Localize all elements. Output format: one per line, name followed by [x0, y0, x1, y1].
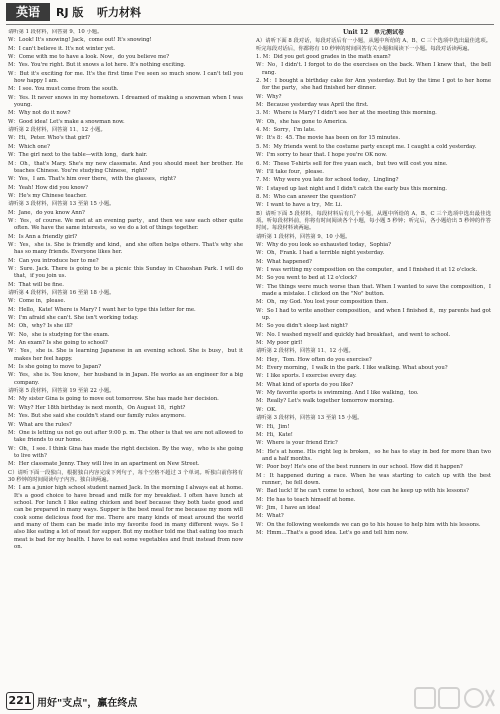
- right-column: [256, 29, 491, 681]
- right-column-line: A）请听下面 8 段对话，每段对话后有一小题，从题中所给的 A、B、C 三个选项中选出最佳选项。听完每段对话后，你都将有 10 秒钟的时间回答有关小题和阅读下一小题。每段对话读两遍。: [256, 38, 491, 52]
- left-column-line: W：Oh，I see. I think Gina has made the right decision. By the way，who is she going to live with?: [8, 445, 243, 459]
- right-column-line: M：Because yesterday was April the first.: [256, 102, 369, 109]
- watermark-logo-icon: [414, 686, 496, 712]
- right-column-line: 7. M：Why were you late for school today，Lingling?: [256, 177, 399, 184]
- right-column-line: B）请听下面 5 段材料，每段材料后有几个小题，从题中所给的 A、B、C 三个选项中选出最佳选项。听每段材料前，你将有时间阅读各个小题，每小题 5 秒钟；听完后，各小题给出 5 秒钟的作答时间。每段材料读两遍。: [256, 210, 491, 232]
- left-column-line: W：Yes，I am. That's him over there，with the glasses，right?: [8, 176, 176, 183]
- left-column-line: M：Oh，why? Is she ill?: [8, 323, 73, 330]
- left-column-line: W：Hi，Peter. Who's that girl?: [8, 135, 90, 142]
- left-column-line: M：Hello，Kate! Where is Mary? I want her to type this letter for me.: [8, 306, 196, 313]
- left-column-line: W：But it's exciting for me. It's the first time I've seen so much snow. I can't tell you how happy I am.: [8, 70, 243, 85]
- left-column-line: 请听第 5 段材料，回答第 19 至第 22 小题。: [8, 388, 115, 395]
- left-column-line: M：Is Ann a friendly girl?: [8, 233, 78, 240]
- left-column-line: W：Yes，she is. She is learning Japanese in an evening school. She is busy，but it makes her feel happy.: [8, 348, 243, 362]
- left-column-line: W：Yes，she is. She is friendly and kind，and she often helps others. That's why she has so many friends. Everyone likes her.: [8, 241, 243, 256]
- right-column-line: 3. M：Where is Mary? I didn't see her at the meeting this morning.: [256, 110, 437, 117]
- right-column-line: W：So I had to write another composition，and when I finished it，my parents had got up.: [256, 307, 491, 322]
- left-column-line: M：Can you introduce her to me?: [8, 257, 99, 264]
- left-column-line: M：One is letting us not go out after 9:00 p. m. The other is that we are not allowed to take friends to our home.: [8, 429, 243, 444]
- page-number: 221: [6, 692, 34, 710]
- left-column-line: M：Which one?: [8, 143, 50, 150]
- right-column-line: W：Oh，Frank. I had a terrible night yesterday.: [256, 250, 385, 257]
- right-column-line: W：On the following weekends we can go to his house to help him with his lessons.: [256, 521, 481, 528]
- right-column-line: W：It's 8：45. The movie has been on for 15 minutes.: [256, 135, 401, 142]
- left-column-line: W：The girl next to the table—with long，dark hair.: [8, 152, 148, 159]
- right-column-line: M：So you didn't sleep last night?: [256, 323, 348, 330]
- left-column: [8, 29, 243, 681]
- page-footer: [0, 684, 500, 714]
- left-column-line: W：Good idea! Let's make a snowman now.: [8, 118, 125, 125]
- edition-label: RJ 版: [56, 6, 84, 19]
- right-column-line: M：Every morning，I walk in the park. I like walking. What about you?: [256, 365, 448, 372]
- right-column-line: 5. M：My friends went to the costume party except me. I caught a cold yesterday.: [256, 143, 477, 150]
- left-column-line: W：Come in，please.: [8, 298, 66, 305]
- section-title: 听力材料: [97, 6, 141, 19]
- left-column-line: M：Her classmate Jenny. They will live in an apartment on New Street.: [8, 461, 200, 468]
- right-column-line: 8. M：Who can answer the question?: [256, 193, 356, 200]
- left-column-line: M：I am a junior high school student named Jack. In the morning I always eat at home. It's a good choice to have bread and milk for my breakfast. I often have lunch at school. For lunch I like eating chicken and beef because they both taste good and can be prepared in many ways. Supper is the best meal for me because my mom will cook some delicious food for me. There are many kinds of meat around the world and many of them can be made into my favorite food in many different ways. So I also like eating a lot of meat for supper. But my mother told me that eating too much meat is bad for my health. I have to eat some vegetables and fruit instead from now on.: [8, 485, 243, 550]
- left-column-line: W：He's my Chinese teacher.: [8, 192, 87, 199]
- right-column-line: W：I want to have a try，Mr. Li.: [256, 202, 343, 209]
- right-column-line: W：No，I didn't. I forgot to do the exercises on the back. When I knew that，the bell rang.: [256, 62, 491, 76]
- right-column-line: 请听第 2 段材料，回答第 11、12 小题。: [256, 348, 354, 355]
- right-column-line: W：Where is your friend Eric?: [256, 440, 338, 447]
- left-column-line: W：Sure. Jack. There is going to be a picnic this Sunday in Chaoshan Park. I will do that，if you join us.: [8, 265, 243, 280]
- subject-badge: 英语: [6, 3, 50, 21]
- left-column-line: W：What are the rules?: [8, 421, 72, 428]
- right-column-line: W：Hi，Jim!: [256, 423, 290, 430]
- right-column-line: 1. M：Did you get good grades in the math exam?: [256, 54, 391, 61]
- right-column-line: W：I was writing my composition on the computer，and I finished it at 12 o'clock.: [256, 266, 478, 273]
- left-column-line: M：My sister Gina is going to move out tomorrow. She has made her decision.: [8, 396, 219, 403]
- left-column-line: M：An exam? Is she going to school?: [8, 340, 108, 347]
- right-column-line: W：The things were much worse than that. When I wanted to save the composition，I made a mistake. I clicked on the "No" button.: [256, 283, 491, 297]
- right-column-line: W：My favorite sports is swimming. And I like walking，too.: [256, 390, 419, 397]
- right-column-line: M：Really? Let's walk together tomorrow morning.: [256, 398, 394, 405]
- right-column-line: W：I stayed up last night and I didn't catch the early bus this morning.: [256, 185, 447, 192]
- left-column-line: 请听第 2 段材料，回答第 11、12 小题。: [8, 127, 106, 134]
- left-column-line: M：Jane，do you know Ann?: [8, 209, 85, 216]
- right-column-line: 请听第 1 段材料，回答第 9、10 小题。: [256, 233, 351, 240]
- right-column-line: 4. M：Sorry，I'm late.: [256, 127, 316, 134]
- left-column-line: M：Yes. You're right. But it snows a lot here. It's nothing exciting.: [8, 62, 186, 69]
- right-column-line: M：What kind of sports do you like?: [256, 381, 354, 388]
- right-column-line: M：He has to teach himself at home.: [256, 496, 356, 503]
- right-column-line: M：Hi，Kate!: [256, 431, 293, 438]
- left-column-line: W：No，she is studying for the exam.: [8, 331, 110, 338]
- right-column-line: W：I'm sorry to hear that. I hope you're OK now.: [256, 152, 387, 159]
- left-column-line: W：Yes，of course. We met at an evening party，and then we saw each other quite often. We have the same interests，so we do a lot of things together.: [8, 217, 243, 232]
- footer-slogan: 用好"支点"，赢在终点: [37, 698, 138, 709]
- right-column-line: W：OK.: [256, 406, 277, 413]
- page-header: [0, 0, 500, 24]
- right-column-line: M：So you went to bed at 12 o'clock?: [256, 275, 357, 282]
- left-column-line: C）请听下面一段独白，根据独白内容完成下列句子，每个空格不超过 3 个单词。听独白前你将有 30 秒钟的时间阅读句子内容。独白读两遍。: [8, 469, 243, 483]
- right-column-line: W：Why?: [256, 93, 282, 100]
- left-column-line: M：I see. You must come from the south.: [8, 86, 119, 93]
- right-column-line: W：I like sports. I exercise every day.: [256, 373, 357, 380]
- left-column-line: M：Is she going to move to Japan?: [8, 364, 102, 371]
- left-column-line: M：Why not do it now?: [8, 110, 71, 117]
- left-column-line: W：I'm afraid she can't. She isn't working today.: [8, 315, 139, 322]
- right-column-line: 2. M：I bought a birthday cake for Ann yesterday. But by the time I got to her home for the party，she had finished her dinner.: [256, 78, 491, 92]
- right-column-line: W：Jim，I have an idea!: [256, 504, 321, 511]
- left-column-line: 请听第 4 段材料，回答第 16 至第 18 小题。: [8, 290, 115, 296]
- right-column-line: W：Oh，she has gone to America.: [256, 118, 348, 125]
- left-column-line: W：Come with me to have a look. Now，do you believe me?: [8, 54, 170, 61]
- right-column-line: W：Bad luck! If he can't come to school，how can he keep up with his lessons?: [256, 488, 469, 495]
- left-column-line: M：Oh，that's Mary. She's my new classmate. And you should meet her brother. He teaches Chinese. You're studying Chinese，right?: [8, 160, 243, 174]
- left-column-line: M：Yes. But she said she couldn't stand our family rules anymore.: [8, 413, 186, 420]
- header-rule: [6, 24, 494, 25]
- right-column-line: M：What happened?: [256, 258, 312, 265]
- right-column-line: M：What?: [256, 513, 284, 520]
- left-column-line: M：That will be fine.: [8, 281, 64, 288]
- right-column-line: M：He's at home. His right leg is broken，so he has to stay in bed for more than two and a half months.: [256, 448, 491, 462]
- left-column-line: M：Yeah! How did you know?: [8, 184, 88, 191]
- right-column-line: 6. M：These T-shirts sell for five yuan each，but two will cost you nine.: [256, 160, 448, 167]
- right-column-line: 请听第 3 段材料，回答第 13 至第 15 小题。: [256, 415, 363, 422]
- right-column-line: M：Oh，my God. You lost your composition then.: [256, 299, 389, 306]
- right-column-line: W：Why do you look so exhausted today，Sophia?: [256, 241, 391, 248]
- left-column-line: W：Look! It's snowing! Jack，come out! It's snowing!: [8, 37, 152, 44]
- left-column-line: M：I can't believe it. It's not winter yet.: [8, 45, 115, 52]
- left-column-line: W：Why? Her 18th birthday is next month，On August 18，right?: [8, 404, 186, 411]
- left-column-line: 请听第 1 段材料，回答第 9、10 小题。: [8, 29, 103, 35]
- right-column-line: W：I'll take four，please.: [256, 168, 324, 175]
- right-column-line: M：Hey，Tom. How often do you exercise?: [256, 356, 372, 363]
- right-column-line: M：It happened during a race. When he was starting to catch up with the best runner，he fell down.: [256, 472, 491, 486]
- left-column-line: W：Yes. It never snows in my hometown. I dreamed of making a snowman when I was young.: [8, 94, 243, 109]
- right-column-line: W：No. I washed myself and quickly had breakfast，and went to school.: [256, 331, 451, 338]
- left-column-line: 请听第 3 段材料，回答第 13 至第 15 小题。: [8, 201, 115, 208]
- right-column-line: Unit 12 单元测试卷: [342, 29, 405, 36]
- right-column-line: M：My poor girl!: [256, 340, 303, 347]
- right-column-line: M：Hmm…That's a good idea. Let's go and tell him now.: [256, 529, 409, 536]
- right-column-line: W：Poor boy! He's one of the best runners in our school. How did it happen?: [256, 464, 463, 471]
- left-column-line: W：Yes，she is. You know，her husband is in Japan. He works as an engineer for a big company.: [8, 372, 243, 386]
